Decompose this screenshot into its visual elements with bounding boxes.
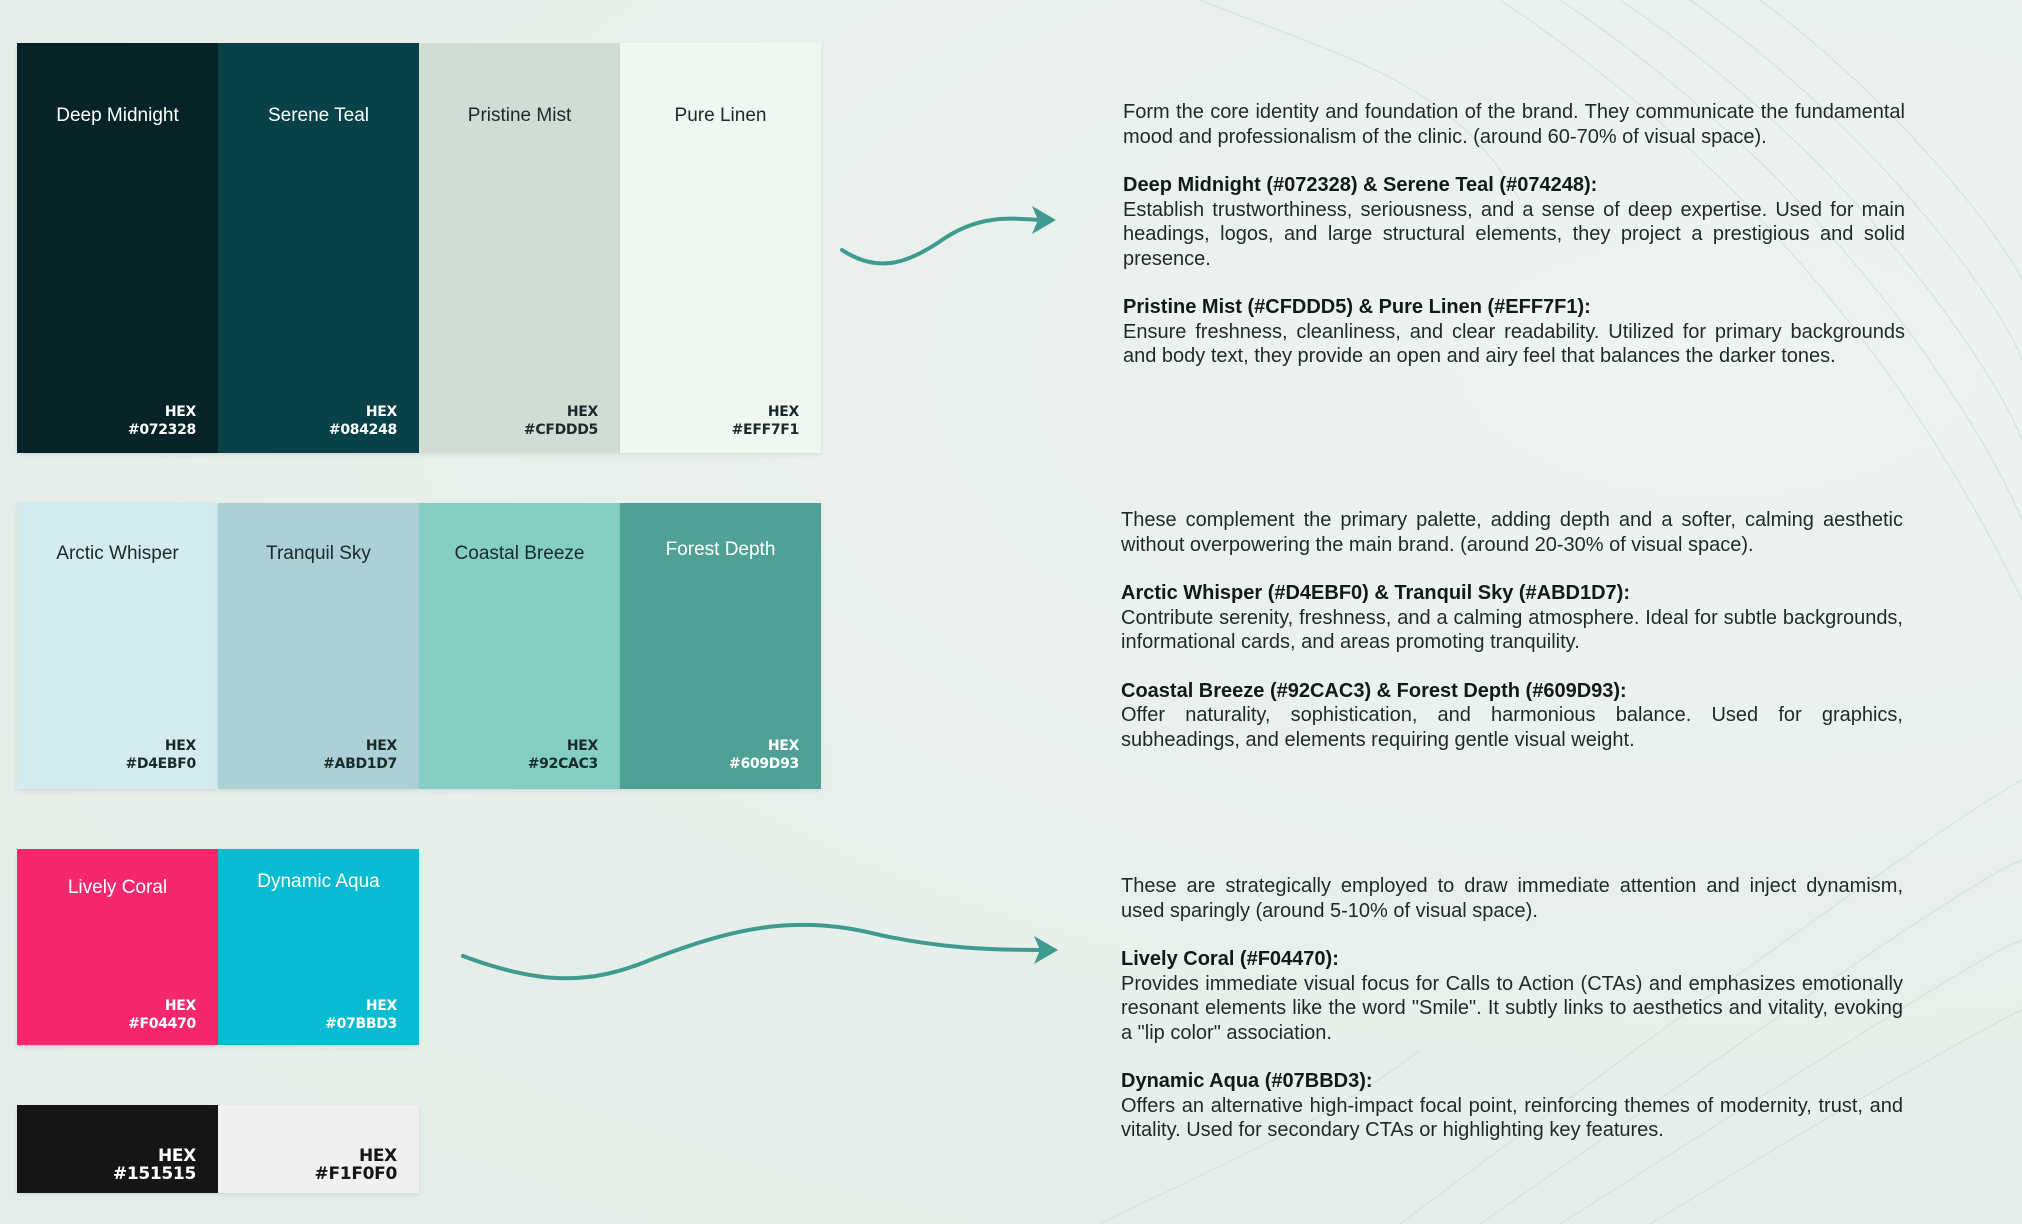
primary-palette: [17, 43, 821, 453]
swatch-hex: HEX #F04470: [128, 998, 196, 1032]
secondary-intro: These complement the primary palette, adding depth and a softer, calming aesthetic without overpowering the main brand. (around 20-30% of visual space).: [1121, 509, 1903, 556]
swatch-hex: HEX #084248: [328, 404, 397, 438]
secondary-description: [1121, 508, 1903, 776]
swatch-name: Pure Linen: [674, 105, 767, 126]
primary-paragraph-1: [1123, 173, 1905, 271]
primary-heading-2: Pristine Mist (#CFDDD5) & Pure Linen (#EFF7F1):: [1123, 296, 1591, 318]
neutral-palette: [17, 1105, 419, 1193]
swatch-pristine-mist: [419, 43, 620, 453]
swatch-arctic-whisper: [17, 503, 218, 789]
primary-heading-1: Deep Midnight (#072328) & Serene Teal (#074248):: [1123, 174, 1598, 196]
secondary-paragraph-1: [1121, 581, 1903, 655]
swatch-dynamic-aqua: [218, 849, 419, 1045]
secondary-paragraph-2: [1121, 679, 1903, 753]
swatch-name: Lively Coral: [67, 877, 168, 898]
swatch-name: Coastal Breeze: [454, 543, 585, 564]
swatch-name: Dynamic Aqua: [257, 871, 380, 892]
swatch-hex: HEX #EFF7F1: [731, 404, 799, 438]
swatch-name: Forest Depth: [665, 539, 776, 560]
swatch-hex: HEX #F1F0F0: [314, 1146, 397, 1184]
primary-paragraph-2: [1123, 295, 1905, 369]
secondary-body-1: Contribute serenity, freshness, and a calming atmosphere. Ideal for subtle backgrounds, informational cards, and areas promoting tranquility.: [1121, 606, 1903, 653]
swatch-hex: HEX #151515: [112, 1146, 196, 1184]
primary-body-1: Establish trustworthiness, seriousness, and a sense of deep expertise. Used for main headings, logos, and large structural elements, they project a prestigious and solid presence.: [1123, 198, 1905, 270]
swatch-name: Serene Teal: [267, 105, 370, 126]
swatch-name: Arctic Whisper: [56, 543, 179, 564]
secondary-heading-2: Coastal Breeze (#92CAC3) & Forest Depth (#609D93):: [1121, 679, 1627, 702]
swatch-black: [17, 1105, 218, 1193]
swatch-name: Tranquil Sky: [266, 543, 371, 564]
accent-body-1: Provides immediate visual focus for Calls to Action (CTAs) and emphasizes emotionally resonant elements like the word "Smile". It subtly links to aesthetics and vitality, evoking a "lip color" association.: [1121, 972, 1903, 1044]
accent-paragraph-2: [1121, 1069, 1903, 1143]
swatch-forest-depth: [620, 503, 821, 789]
swatch-lively-coral: [17, 849, 218, 1045]
primary-intro: Form the core identity and foundation of the brand. They communicate the fundamental mood and professionalism of the clinic. (around 60-70% of visual space).: [1123, 101, 1905, 148]
swatch-name: Deep Midnight: [56, 105, 179, 126]
swatch-hex: HEX #609D93: [729, 738, 799, 772]
swatch-coastal-breeze: [419, 503, 620, 789]
swatch-tranquil-sky: [218, 503, 419, 789]
swatch-name: Pristine Mist: [467, 105, 572, 126]
swatch-hex: HEX #072328: [127, 404, 196, 438]
accent-heading-1: Lively Coral (#F04470):: [1121, 948, 1339, 970]
swatch-hex: HEX #92CAC3: [527, 738, 598, 772]
accent-paragraph-1: [1121, 947, 1903, 1045]
swatch-hex: HEX #CFDDD5: [523, 404, 598, 438]
secondary-body-2: Offer naturality, sophistication, and harmonious balance. Used for graphics, subheadings, and elements requiring gentle visual weight.: [1121, 704, 1903, 751]
swatch-hex: HEX #D4EBF0: [125, 738, 196, 772]
swatch-serene-teal: [218, 43, 419, 453]
accent-body-2: Offers an alternative high-impact focal point, reinforcing themes of modernity, trust, and vitality. Used for secondary CTAs or highlighting key features.: [1121, 1094, 1903, 1141]
accent-heading-2: Dynamic Aqua (#07BBD3):: [1121, 1070, 1373, 1092]
swatch-light-gray: [218, 1105, 419, 1193]
swatch-hex: HEX #07BBD3: [325, 998, 397, 1032]
primary-body-2: Ensure freshness, cleanliness, and clear readability. Utilized for primary backgrounds and body text, they provide an open and airy feel that balances the darker tones.: [1123, 320, 1905, 367]
secondary-palette: [17, 503, 821, 789]
primary-description: [1123, 100, 1905, 393]
accent-description: [1121, 874, 1903, 1167]
swatch-pure-linen: [620, 43, 821, 453]
accent-intro: These are strategically employed to draw immediate attention and inject dynamism, used sparingly (around 5-10% of visual space).: [1121, 875, 1903, 922]
secondary-heading-1: Arctic Whisper (#D4EBF0) & Tranquil Sky (#ABD1D7):: [1121, 582, 1630, 604]
swatch-deep-midnight: [17, 43, 218, 453]
swatch-hex: HEX #ABD1D7: [323, 738, 397, 772]
accent-palette: [17, 849, 419, 1045]
